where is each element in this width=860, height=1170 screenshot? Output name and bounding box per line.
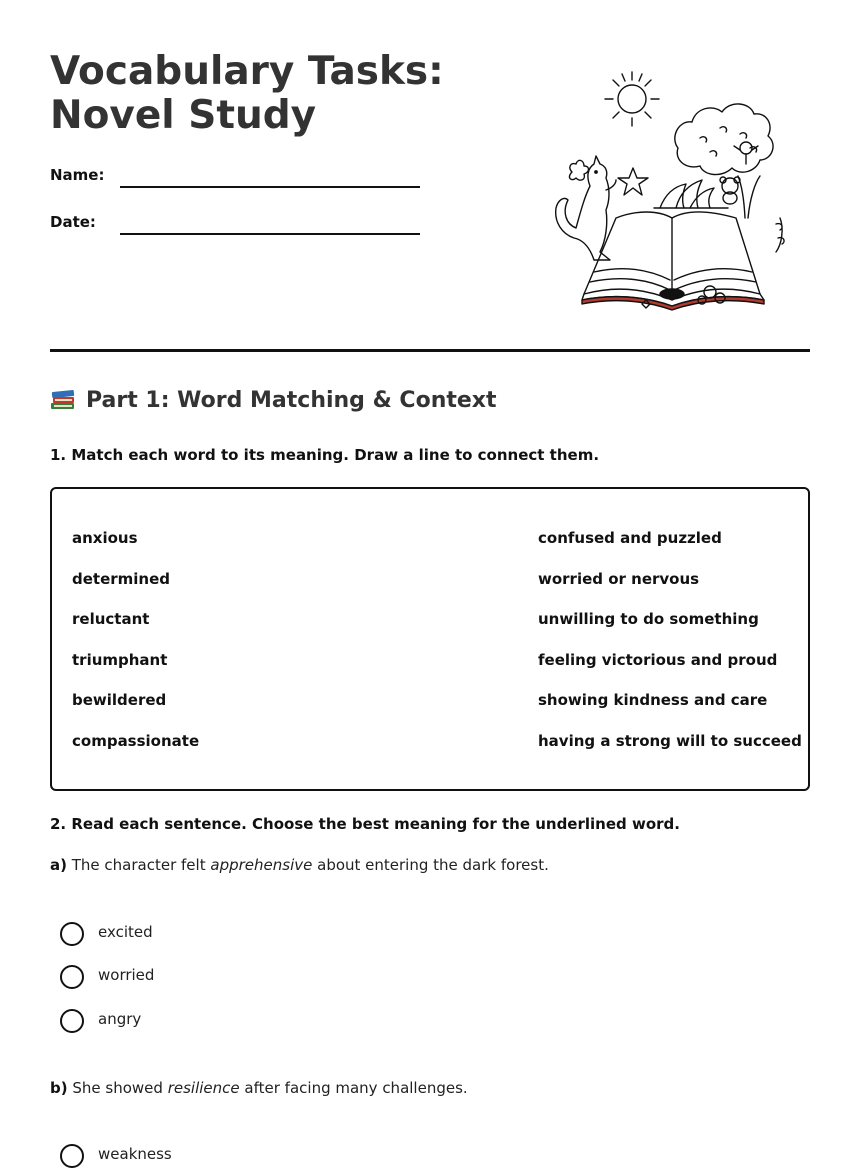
date-line[interactable] bbox=[120, 233, 420, 235]
part1-heading bbox=[50, 388, 497, 413]
target-word: apprehensive bbox=[210, 856, 313, 874]
opera-house-icon bbox=[654, 180, 728, 208]
books-icon bbox=[50, 388, 76, 410]
name-label: Name: bbox=[50, 166, 105, 184]
match-meaning[interactable]: feeling victorious and proud bbox=[538, 650, 778, 669]
target-word: resilience bbox=[167, 1079, 240, 1097]
match-word[interactable]: reluctant bbox=[72, 610, 150, 629]
sentence-letter: b) bbox=[50, 1079, 68, 1097]
book-illustration-icon bbox=[550, 68, 790, 318]
match-word[interactable]: compassionate bbox=[72, 731, 200, 750]
sentence-letter: a) bbox=[50, 856, 67, 874]
q2-prompt: 2. Read each sentence. Choose the best meaning for the underlined word. bbox=[50, 815, 680, 833]
option-label: weakness bbox=[98, 1145, 172, 1163]
option-label: excited bbox=[98, 923, 153, 941]
koala-icon bbox=[720, 177, 740, 204]
vine-icon bbox=[776, 218, 784, 252]
name-line[interactable] bbox=[120, 186, 420, 188]
date-field bbox=[50, 213, 430, 243]
match-meaning[interactable]: worried or nervous bbox=[538, 569, 700, 588]
match-word[interactable]: determined bbox=[72, 569, 171, 588]
sun-icon bbox=[618, 85, 646, 113]
star-icon bbox=[618, 168, 648, 195]
match-word[interactable]: anxious bbox=[72, 529, 138, 547]
match-meaning[interactable]: having a strong will to succeed bbox=[538, 731, 802, 750]
date-label: Date: bbox=[50, 213, 96, 231]
sentence-a bbox=[50, 856, 549, 874]
match-meaning[interactable]: showing kindness and care bbox=[538, 691, 768, 710]
radio-button[interactable] bbox=[60, 922, 84, 946]
meanings-column bbox=[538, 529, 802, 773]
radio-button[interactable] bbox=[60, 965, 84, 989]
page-title: Vocabulary Tasks: Novel Study bbox=[50, 49, 444, 138]
radio-button[interactable] bbox=[60, 1009, 84, 1033]
header-divider bbox=[50, 349, 810, 352]
sentence-after: after facing many challenges. bbox=[244, 1079, 468, 1097]
name-field bbox=[50, 166, 430, 196]
sentence-before: The character felt bbox=[71, 856, 206, 874]
option-label: worried bbox=[98, 966, 155, 984]
sun-rays bbox=[605, 72, 659, 126]
words-column bbox=[72, 529, 199, 773]
sentence-after: about entering the dark forest. bbox=[317, 856, 549, 874]
match-meaning[interactable]: unwilling to do something bbox=[538, 610, 759, 629]
sentence-before: She showed bbox=[72, 1079, 163, 1097]
match-word[interactable]: triumphant bbox=[72, 650, 168, 669]
match-word[interactable]: bewildered bbox=[72, 691, 167, 710]
option-label: angry bbox=[98, 1010, 142, 1028]
matching-box bbox=[50, 487, 810, 791]
flower-icon bbox=[569, 160, 588, 180]
sentence-b bbox=[50, 1079, 468, 1097]
match-meaning[interactable]: confused and puzzled bbox=[538, 529, 722, 547]
kangaroo-icon bbox=[556, 156, 616, 260]
ribbon-icon bbox=[660, 289, 684, 299]
radio-button[interactable] bbox=[60, 1144, 84, 1168]
q1-prompt: 1. Match each word to its meaning. Draw a line to connect them. bbox=[50, 446, 600, 464]
part1-heading-text: Part 1: Word Matching & Context bbox=[86, 388, 497, 413]
